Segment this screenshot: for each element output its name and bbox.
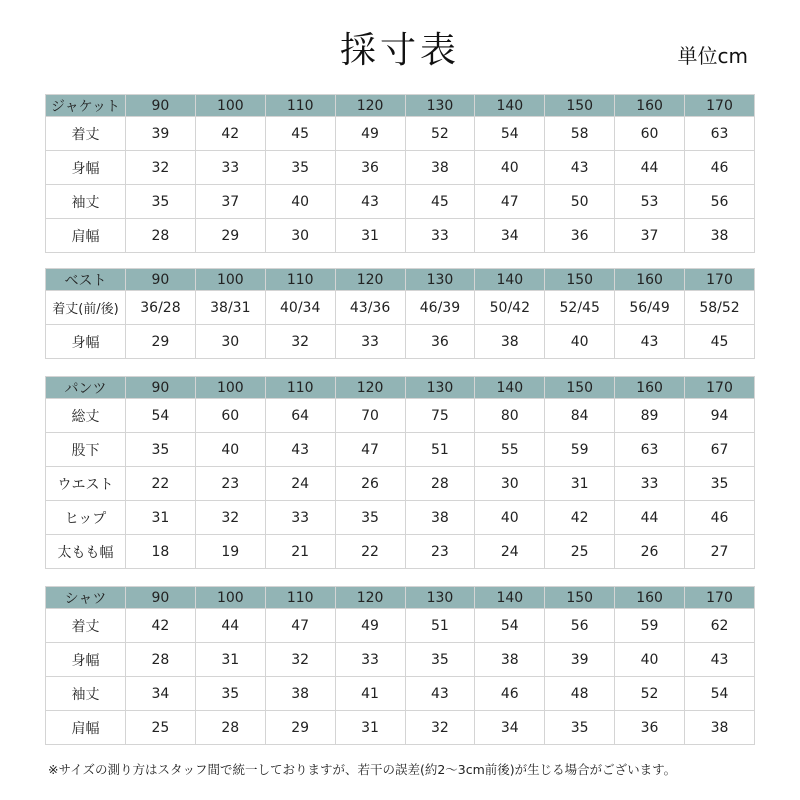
size-header: 120 (335, 269, 405, 291)
table-row (46, 501, 755, 535)
row-label: 総丈 (46, 399, 126, 433)
table-cell: 46 (685, 501, 755, 535)
table-cell: 67 (685, 433, 755, 467)
table-cell: 35 (335, 501, 405, 535)
table-row (46, 677, 755, 711)
table-cell: 42 (126, 609, 196, 643)
size-header: 140 (475, 587, 545, 609)
table-cell: 59 (545, 433, 615, 467)
size-header: 100 (195, 377, 265, 399)
table-cell: 51 (405, 433, 475, 467)
row-label: 着丈(前/後) (46, 291, 126, 325)
table-cell: 60 (195, 399, 265, 433)
table-cell: 26 (615, 535, 685, 569)
table-cell: 50/42 (475, 291, 545, 325)
table-cell: 46 (475, 677, 545, 711)
size-header: 170 (685, 587, 755, 609)
table-cell: 36 (545, 219, 615, 253)
row-label: 袖丈 (46, 677, 126, 711)
table-cell: 28 (195, 711, 265, 745)
size-header: 100 (195, 269, 265, 291)
table-cell: 44 (615, 501, 685, 535)
table-cell: 35 (195, 677, 265, 711)
table-row (46, 467, 755, 501)
table-cell: 47 (475, 185, 545, 219)
table-cell: 45 (685, 325, 755, 359)
table-cell: 28 (405, 467, 475, 501)
row-label: 股下 (46, 433, 126, 467)
table-cell: 84 (545, 399, 615, 433)
row-label: 太もも幅 (46, 535, 126, 569)
table-row (46, 609, 755, 643)
table-cell: 36 (405, 325, 475, 359)
table-cell: 23 (195, 467, 265, 501)
shirt-category-label: シャツ (46, 587, 126, 609)
size-header: 90 (126, 95, 196, 117)
size-header: 140 (475, 95, 545, 117)
size-header: 130 (405, 269, 475, 291)
table-cell: 38 (685, 219, 755, 253)
table-cell: 34 (475, 711, 545, 745)
row-label: 肩幅 (46, 711, 126, 745)
table-cell: 40 (475, 501, 545, 535)
table-row (46, 185, 755, 219)
shirt-size-table (45, 586, 755, 745)
table-row (46, 325, 755, 359)
table-cell: 33 (265, 501, 335, 535)
size-header: 100 (195, 95, 265, 117)
table-cell: 51 (405, 609, 475, 643)
pants-category-label: パンツ (46, 377, 126, 399)
table-cell: 23 (405, 535, 475, 569)
vest-category-label: ベスト (46, 269, 126, 291)
table-cell: 70 (335, 399, 405, 433)
table-cell: 43/36 (335, 291, 405, 325)
table-cell: 32 (405, 711, 475, 745)
page-title: 採寸表 (339, 30, 460, 71)
table-row (46, 433, 755, 467)
table-cell: 32 (265, 325, 335, 359)
table-cell: 36 (335, 151, 405, 185)
table-cell: 35 (545, 711, 615, 745)
jacket-header-row (46, 95, 755, 117)
table-cell: 43 (545, 151, 615, 185)
table-cell: 43 (615, 325, 685, 359)
table-cell: 52 (405, 117, 475, 151)
table-cell: 58 (545, 117, 615, 151)
size-header: 110 (265, 95, 335, 117)
size-header: 130 (405, 377, 475, 399)
row-label: 着丈 (46, 117, 126, 151)
row-label: 身幅 (46, 643, 126, 677)
size-header: 90 (126, 269, 196, 291)
table-cell: 63 (615, 433, 685, 467)
size-header: 160 (615, 269, 685, 291)
row-label: 肩幅 (46, 219, 126, 253)
table-cell: 32 (265, 643, 335, 677)
table-cell: 49 (335, 117, 405, 151)
table-cell: 35 (685, 467, 755, 501)
table-cell: 44 (615, 151, 685, 185)
size-header: 140 (475, 269, 545, 291)
table-cell: 45 (265, 117, 335, 151)
table-cell: 54 (685, 677, 755, 711)
row-label: 着丈 (46, 609, 126, 643)
table-cell: 48 (545, 677, 615, 711)
jacket-size-table (45, 94, 755, 253)
size-header: 120 (335, 95, 405, 117)
table-cell: 32 (195, 501, 265, 535)
table-cell: 33 (335, 325, 405, 359)
size-header: 170 (685, 95, 755, 117)
table-row (46, 711, 755, 745)
table-cell: 33 (405, 219, 475, 253)
table-cell: 54 (475, 609, 545, 643)
size-header: 120 (335, 377, 405, 399)
table-cell: 55 (475, 433, 545, 467)
vest-size-table (45, 268, 755, 359)
table-cell: 39 (545, 643, 615, 677)
table-cell: 40/34 (265, 291, 335, 325)
table-row (46, 291, 755, 325)
size-header: 160 (615, 377, 685, 399)
table-cell: 25 (545, 535, 615, 569)
table-cell: 38/31 (195, 291, 265, 325)
table-cell: 52/45 (545, 291, 615, 325)
table-cell: 47 (335, 433, 405, 467)
table-cell: 40 (195, 433, 265, 467)
table-cell: 54 (126, 399, 196, 433)
table-cell: 46/39 (405, 291, 475, 325)
size-header: 110 (265, 587, 335, 609)
table-row (46, 643, 755, 677)
table-cell: 30 (195, 325, 265, 359)
measurement-note: ※サイズの測り方はスタッフ間で統一しておりますが、若干の誤差(約2〜3cm前後)が生じる場合がございます。 (48, 762, 677, 777)
table-cell: 30 (265, 219, 335, 253)
size-header: 160 (615, 587, 685, 609)
size-header: 150 (545, 269, 615, 291)
unit-label: 単位cm (677, 44, 748, 68)
table-row (46, 535, 755, 569)
size-header: 150 (545, 95, 615, 117)
table-cell: 36/28 (126, 291, 196, 325)
table-cell: 31 (545, 467, 615, 501)
size-header: 150 (545, 587, 615, 609)
table-cell: 29 (265, 711, 335, 745)
size-header: 110 (265, 269, 335, 291)
table-cell: 31 (335, 711, 405, 745)
pants-header-row (46, 377, 755, 399)
pants-size-table (45, 376, 755, 569)
table-cell: 38 (685, 711, 755, 745)
table-cell: 42 (545, 501, 615, 535)
table-cell: 36 (615, 711, 685, 745)
table-cell: 34 (126, 677, 196, 711)
size-header: 170 (685, 377, 755, 399)
table-cell: 60 (615, 117, 685, 151)
table-cell: 63 (685, 117, 755, 151)
table-cell: 42 (195, 117, 265, 151)
table-cell: 24 (265, 467, 335, 501)
table-cell: 35 (126, 433, 196, 467)
table-cell: 35 (265, 151, 335, 185)
table-cell: 43 (265, 433, 335, 467)
table-cell: 38 (405, 501, 475, 535)
table-cell: 43 (405, 677, 475, 711)
table-cell: 43 (685, 643, 755, 677)
size-header: 150 (545, 377, 615, 399)
table-cell: 33 (335, 643, 405, 677)
jacket-category-label: ジャケット (46, 95, 126, 117)
table-cell: 24 (475, 535, 545, 569)
row-label: 身幅 (46, 325, 126, 359)
table-cell: 19 (195, 535, 265, 569)
table-cell: 56/49 (615, 291, 685, 325)
table-cell: 59 (615, 609, 685, 643)
row-label: 袖丈 (46, 185, 126, 219)
table-cell: 40 (545, 325, 615, 359)
table-cell: 64 (265, 399, 335, 433)
vest-header-row (46, 269, 755, 291)
table-row (46, 151, 755, 185)
table-cell: 45 (405, 185, 475, 219)
table-cell: 58/52 (685, 291, 755, 325)
table-cell: 35 (126, 185, 196, 219)
size-header: 130 (405, 95, 475, 117)
table-cell: 32 (126, 151, 196, 185)
row-label: 身幅 (46, 151, 126, 185)
table-cell: 28 (126, 219, 196, 253)
table-cell: 26 (335, 467, 405, 501)
table-cell: 62 (685, 609, 755, 643)
table-cell: 50 (545, 185, 615, 219)
table-cell: 49 (335, 609, 405, 643)
table-cell: 18 (126, 535, 196, 569)
table-cell: 29 (195, 219, 265, 253)
table-cell: 27 (685, 535, 755, 569)
table-cell: 47 (265, 609, 335, 643)
table-row (46, 117, 755, 151)
table-cell: 38 (405, 151, 475, 185)
table-cell: 30 (475, 467, 545, 501)
row-label: ヒップ (46, 501, 126, 535)
table-cell: 56 (685, 185, 755, 219)
table-cell: 22 (126, 467, 196, 501)
table-cell: 37 (615, 219, 685, 253)
table-cell: 46 (685, 151, 755, 185)
table-cell: 25 (126, 711, 196, 745)
table-cell: 31 (195, 643, 265, 677)
table-cell: 22 (335, 535, 405, 569)
size-header: 160 (615, 95, 685, 117)
size-header: 90 (126, 377, 196, 399)
table-cell: 80 (475, 399, 545, 433)
table-cell: 40 (265, 185, 335, 219)
size-header: 140 (475, 377, 545, 399)
table-row (46, 399, 755, 433)
size-header: 110 (265, 377, 335, 399)
table-cell: 33 (195, 151, 265, 185)
table-cell: 31 (335, 219, 405, 253)
table-cell: 53 (615, 185, 685, 219)
table-cell: 21 (265, 535, 335, 569)
table-cell: 37 (195, 185, 265, 219)
table-cell: 38 (475, 325, 545, 359)
table-cell: 29 (126, 325, 196, 359)
table-cell: 40 (475, 151, 545, 185)
table-cell: 40 (615, 643, 685, 677)
table-cell: 94 (685, 399, 755, 433)
table-cell: 38 (475, 643, 545, 677)
table-cell: 28 (126, 643, 196, 677)
table-cell: 54 (475, 117, 545, 151)
size-header: 130 (405, 587, 475, 609)
shirt-header-row (46, 587, 755, 609)
table-cell: 34 (475, 219, 545, 253)
table-cell: 52 (615, 677, 685, 711)
table-cell: 38 (265, 677, 335, 711)
table-cell: 43 (335, 185, 405, 219)
size-header: 90 (126, 587, 196, 609)
row-label: ウエスト (46, 467, 126, 501)
table-cell: 75 (405, 399, 475, 433)
table-cell: 31 (126, 501, 196, 535)
table-row (46, 219, 755, 253)
table-cell: 35 (405, 643, 475, 677)
size-header: 100 (195, 587, 265, 609)
table-cell: 89 (615, 399, 685, 433)
size-header: 120 (335, 587, 405, 609)
table-cell: 41 (335, 677, 405, 711)
table-cell: 33 (615, 467, 685, 501)
size-header: 170 (685, 269, 755, 291)
table-cell: 39 (126, 117, 196, 151)
table-cell: 44 (195, 609, 265, 643)
table-cell: 56 (545, 609, 615, 643)
